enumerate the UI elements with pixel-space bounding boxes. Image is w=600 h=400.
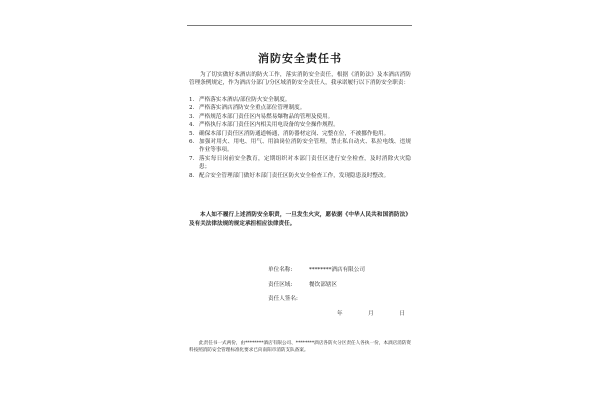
list-item [189, 172, 411, 180]
item-text: 确保本部门责任区消防通道畅通，消防器材定岗、完整在位，不被挪作他用。 [199, 130, 390, 137]
item-text: 严格落实酒店消防安全重点部位管理制度。 [199, 105, 306, 112]
item-text: 加强对用火、用电、用气、用油岗位消防安全管理，禁止私自动火、私拉电线、违规作业等事项。 [199, 139, 411, 154]
item-number: 8. [189, 172, 195, 179]
date-day: 日 [399, 311, 405, 317]
area-row [268, 278, 365, 293]
intro-paragraph: 为了切实做好本酒店的防火工作，落实消防安全责任，根据《消防法》及本酒店消防管理条例规定，作为酒店分部门/分区域消防安全责任人，我承诺履行以下消防安全职责： [189, 72, 411, 87]
footnote: 此责任书一式两份，由********酒店有限公司、********酒店各防火分区责任人各执一份，本酒店消防资料按照消防安全管理标准化要求已向南阳市消防支队备案。 [189, 341, 411, 354]
list-item [189, 155, 411, 172]
date-month: 月 [368, 311, 374, 317]
list-item [189, 130, 411, 138]
item-text: 配合安全管理部门做好本部门责任区防火安全检查工作，发现隐患及时整改。 [199, 172, 390, 179]
liability-statement: 本人如不履行上述消防安全职责，一旦发生火灾，愿依据《中华人民共和国消防法》及有关法律法规的规定承担相应法律责任。 [189, 212, 411, 227]
item-text: 严格落实本酒店/部位防火安全制度。 [199, 97, 291, 103]
document-title: 消防安全责任书 [258, 52, 342, 65]
area-label: 责任区域: [268, 281, 293, 288]
signature-block [268, 263, 365, 307]
item-text: 落实每日岗前安全教育，定期组织对本部门责任区进行安全检查，及时消除火灾隐患； [199, 155, 411, 171]
unit-row [268, 263, 365, 278]
item-text: 严格执行本部门责任区内相关用电设备的安全操作规程。 [199, 122, 339, 129]
list-item [189, 138, 411, 155]
unit-label: 单位名称: [268, 267, 293, 273]
person-label: 责任人签名: [268, 296, 298, 302]
item-number: 1. [189, 97, 195, 103]
list-item [189, 121, 411, 129]
list-item [189, 113, 411, 121]
item-number: 6. [189, 139, 195, 146]
date-year: 年 [337, 311, 343, 317]
item-number: 3. [189, 113, 195, 120]
item-number: 4. [189, 122, 195, 129]
duty-list [189, 96, 411, 180]
item-text: 严格规范本部门责任区内易燃易爆物品的管理及使用。 [199, 113, 334, 120]
list-item [189, 104, 411, 112]
top-rule [187, 25, 412, 26]
list-item [189, 96, 411, 104]
unit-value: ********酒店有限公司 [309, 267, 365, 273]
person-row [268, 292, 365, 307]
item-number: 7. [189, 155, 195, 162]
item-number: 5. [189, 130, 195, 137]
area-value: 餐饮部辖区 [309, 281, 337, 288]
date-line [337, 309, 405, 317]
item-number: 2. [189, 105, 195, 112]
person-value [301, 292, 309, 307]
